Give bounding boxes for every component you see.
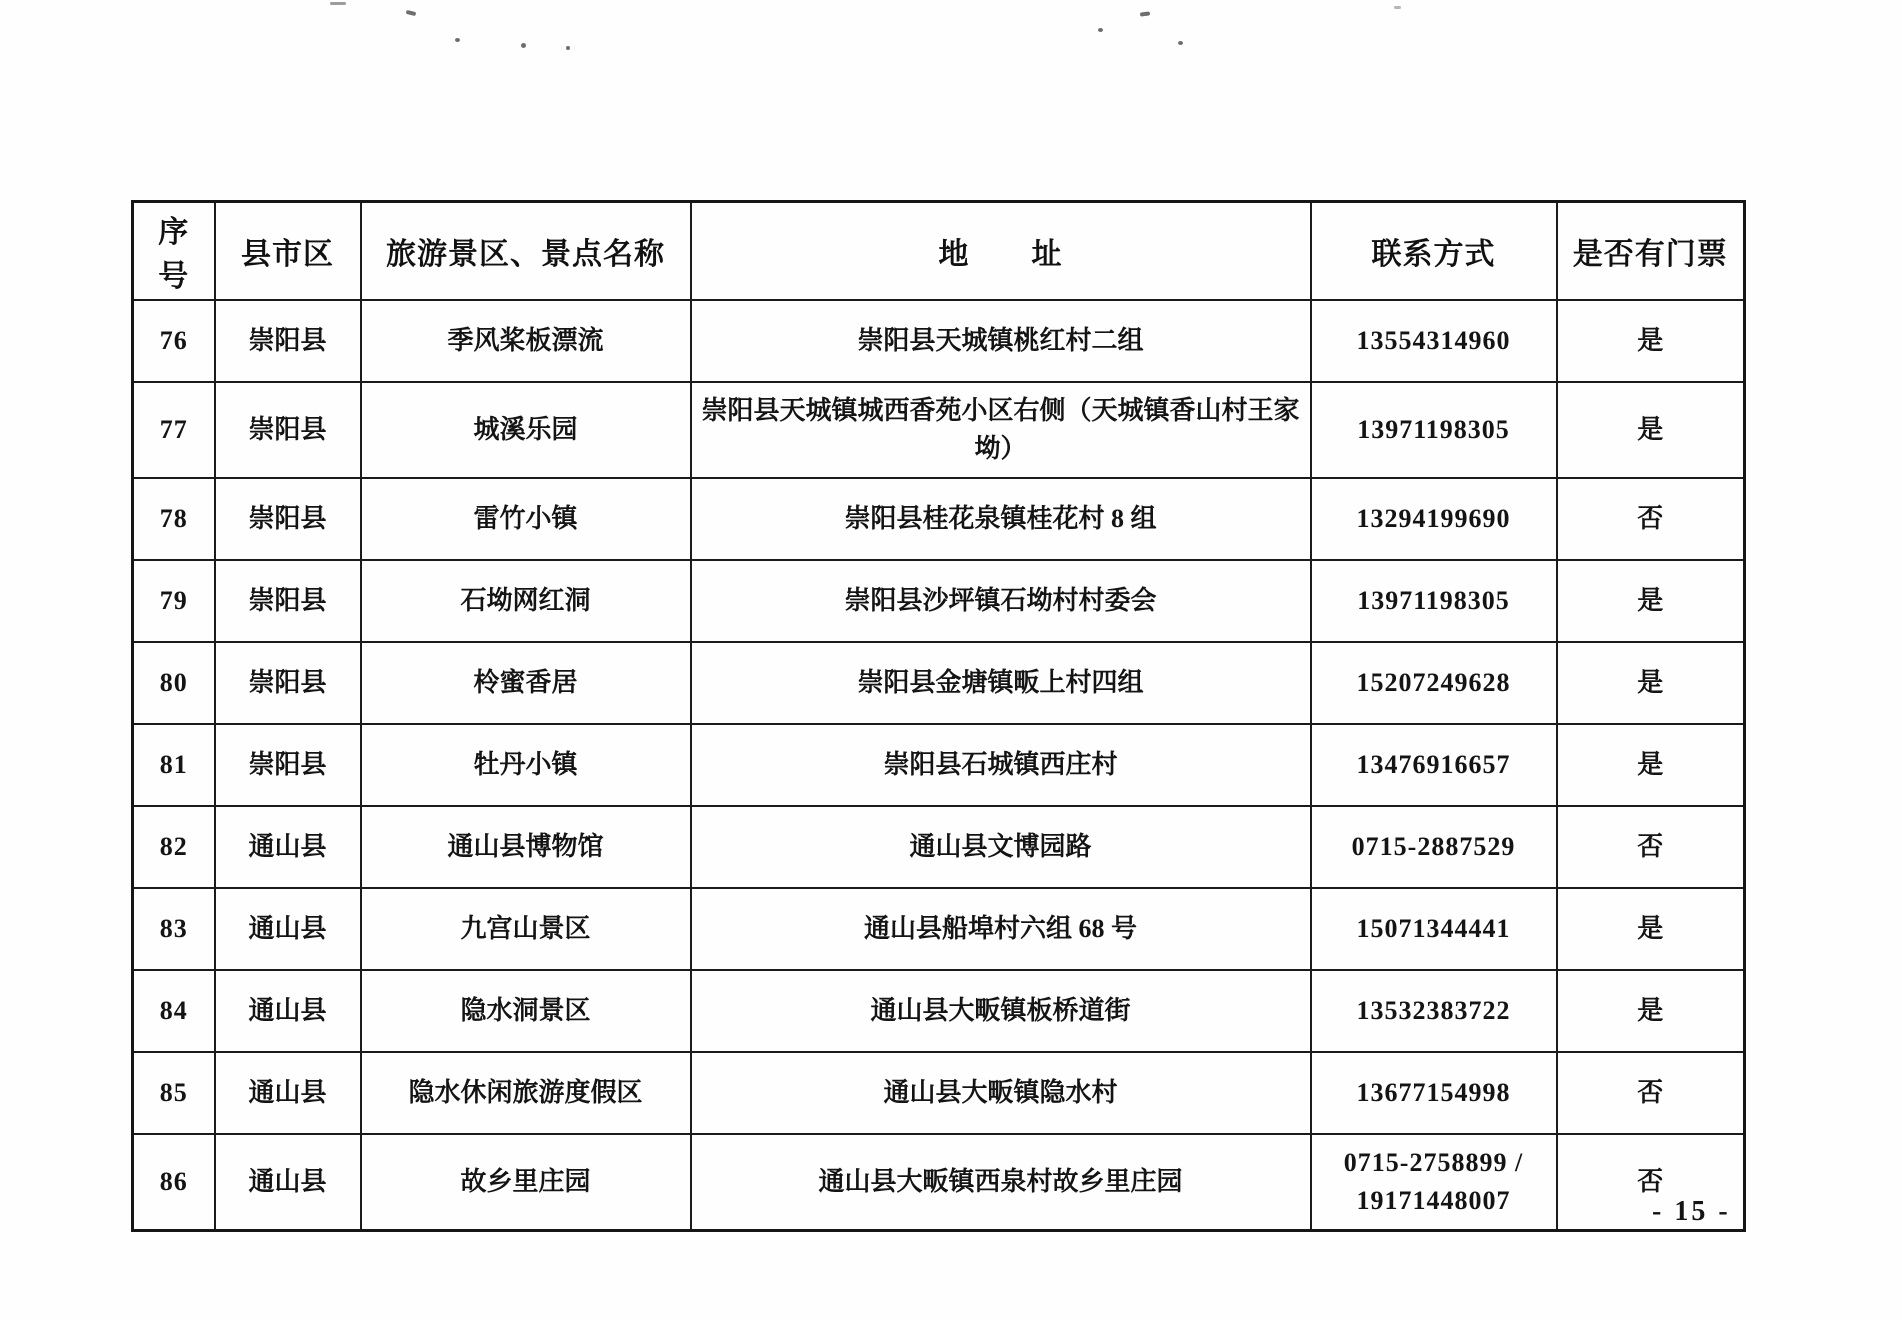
- cell-county: 崇阳县: [215, 478, 361, 560]
- cell-county: 崇阳县: [215, 382, 361, 478]
- cell-ticket: 是: [1557, 642, 1745, 724]
- cell-address: 崇阳县桂花泉镇桂花村 8 组: [691, 478, 1311, 560]
- cell-contact: 15071344441: [1311, 888, 1557, 970]
- cell-name: 通山县博物馆: [361, 806, 691, 888]
- cell-no: 77: [133, 382, 215, 478]
- cell-contact: 13554314960: [1311, 300, 1557, 382]
- table-row: [133, 1052, 1745, 1134]
- cell-name: 石坳网红洞: [361, 560, 691, 642]
- cell-county: 通山县: [215, 888, 361, 970]
- table-row: [133, 382, 1745, 478]
- cell-ticket: 否: [1557, 478, 1745, 560]
- cell-address: 通山县大畈镇板桥道街: [691, 970, 1311, 1052]
- column-header-ticket: 是否有门票: [1557, 202, 1745, 301]
- scan-speck: [330, 2, 346, 5]
- cell-address: 崇阳县天城镇城西香苑小区右侧（天城镇香山村王家坳）: [691, 382, 1311, 478]
- table-row: [133, 300, 1745, 382]
- cell-county: 通山县: [215, 806, 361, 888]
- cell-county: 通山县: [215, 1052, 361, 1134]
- cell-name: 雷竹小镇: [361, 478, 691, 560]
- table-row: [133, 888, 1745, 970]
- cell-county: 崇阳县: [215, 560, 361, 642]
- cell-no: 78: [133, 478, 215, 560]
- table-row: [133, 970, 1745, 1052]
- cell-county: 通山县: [215, 970, 361, 1052]
- cell-address: 通山县文博园路: [691, 806, 1311, 888]
- column-header-address: 地 址: [691, 202, 1311, 301]
- cell-name: 城溪乐园: [361, 382, 691, 478]
- scan-speck: [521, 43, 526, 48]
- cell-contact: 13476916657: [1311, 724, 1557, 806]
- cell-address: 崇阳县金塘镇畈上村四组: [691, 642, 1311, 724]
- header-row: [133, 202, 1745, 301]
- column-header-no: 序号: [133, 202, 215, 301]
- cell-ticket: 是: [1557, 724, 1745, 806]
- cell-county: 崇阳县: [215, 642, 361, 724]
- cell-contact: 13294199690: [1311, 478, 1557, 560]
- table-row: [133, 560, 1745, 642]
- cell-address: 崇阳县石城镇西庄村: [691, 724, 1311, 806]
- cell-contact: 13677154998: [1311, 1052, 1557, 1134]
- cell-contact: 13971198305: [1311, 560, 1557, 642]
- cell-no: 82: [133, 806, 215, 888]
- attractions-table: [131, 200, 1746, 1232]
- cell-ticket: 是: [1557, 970, 1745, 1052]
- table-row: [133, 806, 1745, 888]
- cell-name: 隐水洞景区: [361, 970, 691, 1052]
- scan-speck: [455, 38, 460, 42]
- cell-contact: 0715-2887529: [1311, 806, 1557, 888]
- cell-name: 柃蜜香居: [361, 642, 691, 724]
- cell-contact: 15207249628: [1311, 642, 1557, 724]
- cell-address: 通山县大畈镇隐水村: [691, 1052, 1311, 1134]
- table-row: [133, 478, 1745, 560]
- cell-address: 通山县大畈镇西泉村故乡里庄园: [691, 1134, 1311, 1231]
- cell-ticket: 是: [1557, 888, 1745, 970]
- cell-ticket: 否: [1557, 1052, 1745, 1134]
- cell-no: 84: [133, 970, 215, 1052]
- cell-name: 牡丹小镇: [361, 724, 691, 806]
- cell-name: 季风桨板漂流: [361, 300, 691, 382]
- page-number: - 15 -: [1652, 1196, 1731, 1227]
- scan-speck: [1394, 6, 1401, 9]
- cell-ticket: 是: [1557, 300, 1745, 382]
- table-row: [133, 724, 1745, 806]
- cell-county: 崇阳县: [215, 724, 361, 806]
- scan-speck: [1098, 28, 1103, 32]
- cell-no: 79: [133, 560, 215, 642]
- cell-no: 81: [133, 724, 215, 806]
- cell-county: 崇阳县: [215, 300, 361, 382]
- column-header-name: 旅游景区、景点名称: [361, 202, 691, 301]
- table-row: [133, 642, 1745, 724]
- column-header-county: 县市区: [215, 202, 361, 301]
- cell-no: 86: [133, 1134, 215, 1231]
- cell-ticket: 否: [1557, 1134, 1745, 1231]
- cell-contact: 0715-2758899 / 19171448007: [1311, 1134, 1557, 1231]
- cell-name: 故乡里庄园: [361, 1134, 691, 1231]
- cell-name: 隐水休闲旅游度假区: [361, 1052, 691, 1134]
- cell-contact: 13971198305: [1311, 382, 1557, 478]
- cell-ticket: 是: [1557, 382, 1745, 478]
- column-header-contact: 联系方式: [1311, 202, 1557, 301]
- scan-speck: [566, 46, 570, 50]
- scan-speck: [1140, 11, 1150, 16]
- cell-county: 通山县: [215, 1134, 361, 1231]
- scan-speck: [1178, 41, 1183, 45]
- cell-no: 80: [133, 642, 215, 724]
- cell-name: 九宫山景区: [361, 888, 691, 970]
- cell-no: 76: [133, 300, 215, 382]
- cell-contact: 13532383722: [1311, 970, 1557, 1052]
- cell-ticket: 否: [1557, 806, 1745, 888]
- cell-address: 崇阳县沙坪镇石坳村村委会: [691, 560, 1311, 642]
- cell-ticket: 是: [1557, 560, 1745, 642]
- cell-no: 83: [133, 888, 215, 970]
- cell-address: 崇阳县天城镇桃红村二组: [691, 300, 1311, 382]
- table-row: [133, 1134, 1745, 1231]
- cell-no: 85: [133, 1052, 215, 1134]
- scan-speck: [406, 10, 417, 16]
- cell-address: 通山县船埠村六组 68 号: [691, 888, 1311, 970]
